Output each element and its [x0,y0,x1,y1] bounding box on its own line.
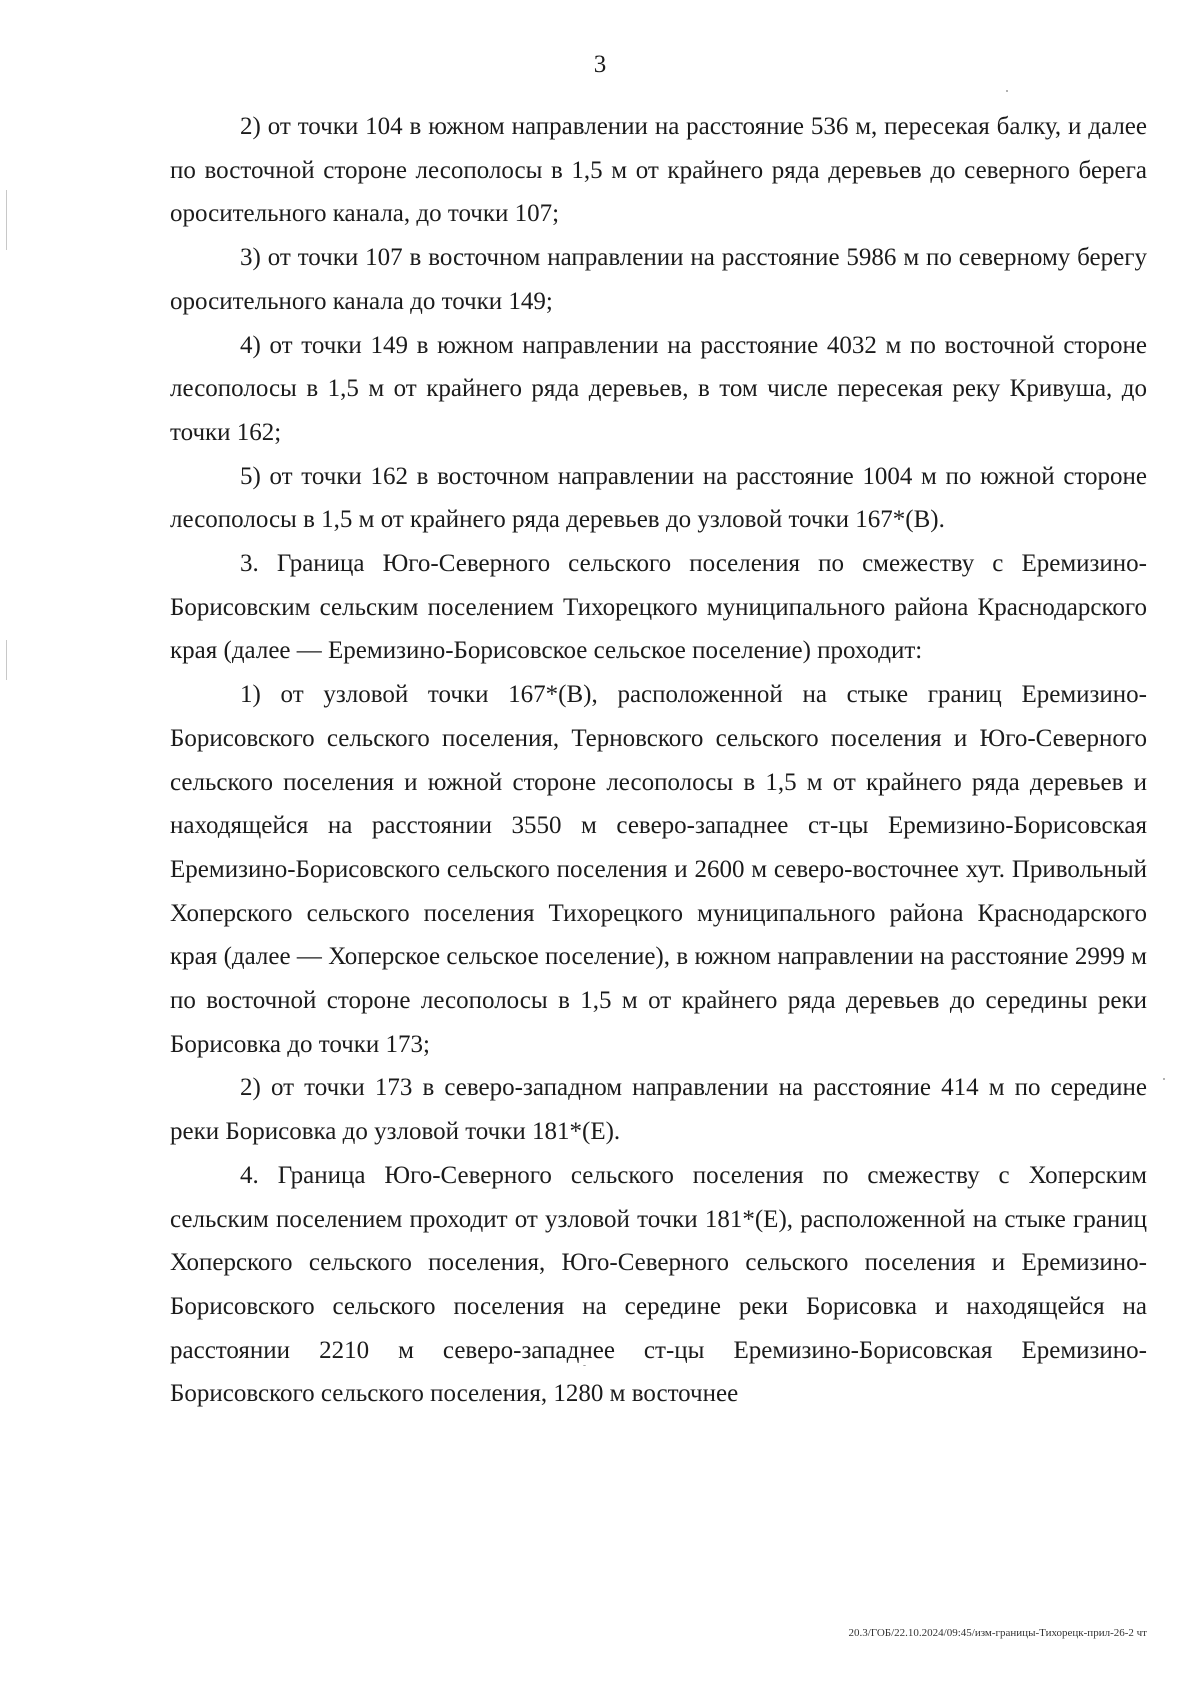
paragraph-section-4: 4. Граница Юго-Северного сельского поселения по смежеству с Хоперским сельским поселением проходит от узловой точки 181*(Е), расположенной на стыке границ Хоперского сельского поселения, Юго-Северного сельского поселения и Еремизино-Борисовского сельского поселения на середине реки Борисовка и находящейся на расстоянии 2210 м северо-западнее ст-цы Еремизино-Борисовская Еремизино-Борисовского сельского поселения, 1280 м восточнее [170,1161,1147,1408]
paragraph-point-3: 3) от точки 107 в восточном направлении на расстояние 5986 м по северному берегу оросительного канала до точки 149; [170,244,1147,315]
paragraph-section-3-point-2: 2) от точки 173 в северо-западном направлении на расстояние 414 м по середине реки Борисовка до узловой точки 181*(Е). [170,1074,1147,1146]
paragraph-section-3: 3. Граница Юго-Северного сельского поселения по смежеству с Еремизино-Борисовским сельским поселением Тихорецкого муниципального района Краснодарского края (далее — Еремизино-Борисовское сельское поселение) проходит: [170,550,1147,665]
paragraph-point-4: 4) от точки 149 в южном направлении на расстояние 4032 м по восточной стороне лесополосы в 1,5 м от крайнего ряда деревьев, в том числе пересекая реку Кривуша, до точки 162; [170,331,1147,446]
document-body [170,105,1147,1416]
scan-speck [1163,1078,1165,1080]
scan-edge-mark [6,640,7,680]
paragraph-point-5: 5) от точки 162 в восточном направлении на расстояние 1004 м по южной стороне лесополосы в 1,5 м от крайнего ряда деревьев до узловой точки 167*(В). [170,462,1147,534]
scan-speck [1006,90,1008,92]
document-footer-code: 20.3/ГОБ/22.10.2024/09:45/изм-границы-Тихорецк-прил-26-2 чт [848,1627,1147,1639]
scan-edge-mark [6,190,7,250]
paragraph-section-3-point-1: 1) от узловой точки 167*(В), расположенной на стыке границ Еремизино-Борисовского сельского поселения, Терновского сельского поселения и Юго-Северного сельского поселения и южной стороне лесополосы в 1,5 м от крайнего ряда деревьев и находящейся на расстоянии 3550 м северо-западнее ст-цы Еремизино-Борисовская Еремизино-Борисовского сельского поселения и 2600 м северо-восточнее хут. Привольный Хоперского сельского поселения Тихорецкого муниципального района Краснодарского края (далее — Хоперское сельское поселение), в южном направлении на расстояние 2999 м по восточной стороне лесополосы в 1,5 м от крайнего ряда деревьев до середины реки Борисовка до точки 173; [170,681,1147,1058]
paragraph-point-2: 2) от точки 104 в южном направлении на расстояние 536 м, пересекая балку, и далее по восточной стороне лесополосы в 1,5 м от крайнего ряда деревьев до северного берега оросительного канала, до точки 107; [170,113,1147,228]
scan-speck [583,1365,586,1366]
page-number: 3 [593,51,607,78]
